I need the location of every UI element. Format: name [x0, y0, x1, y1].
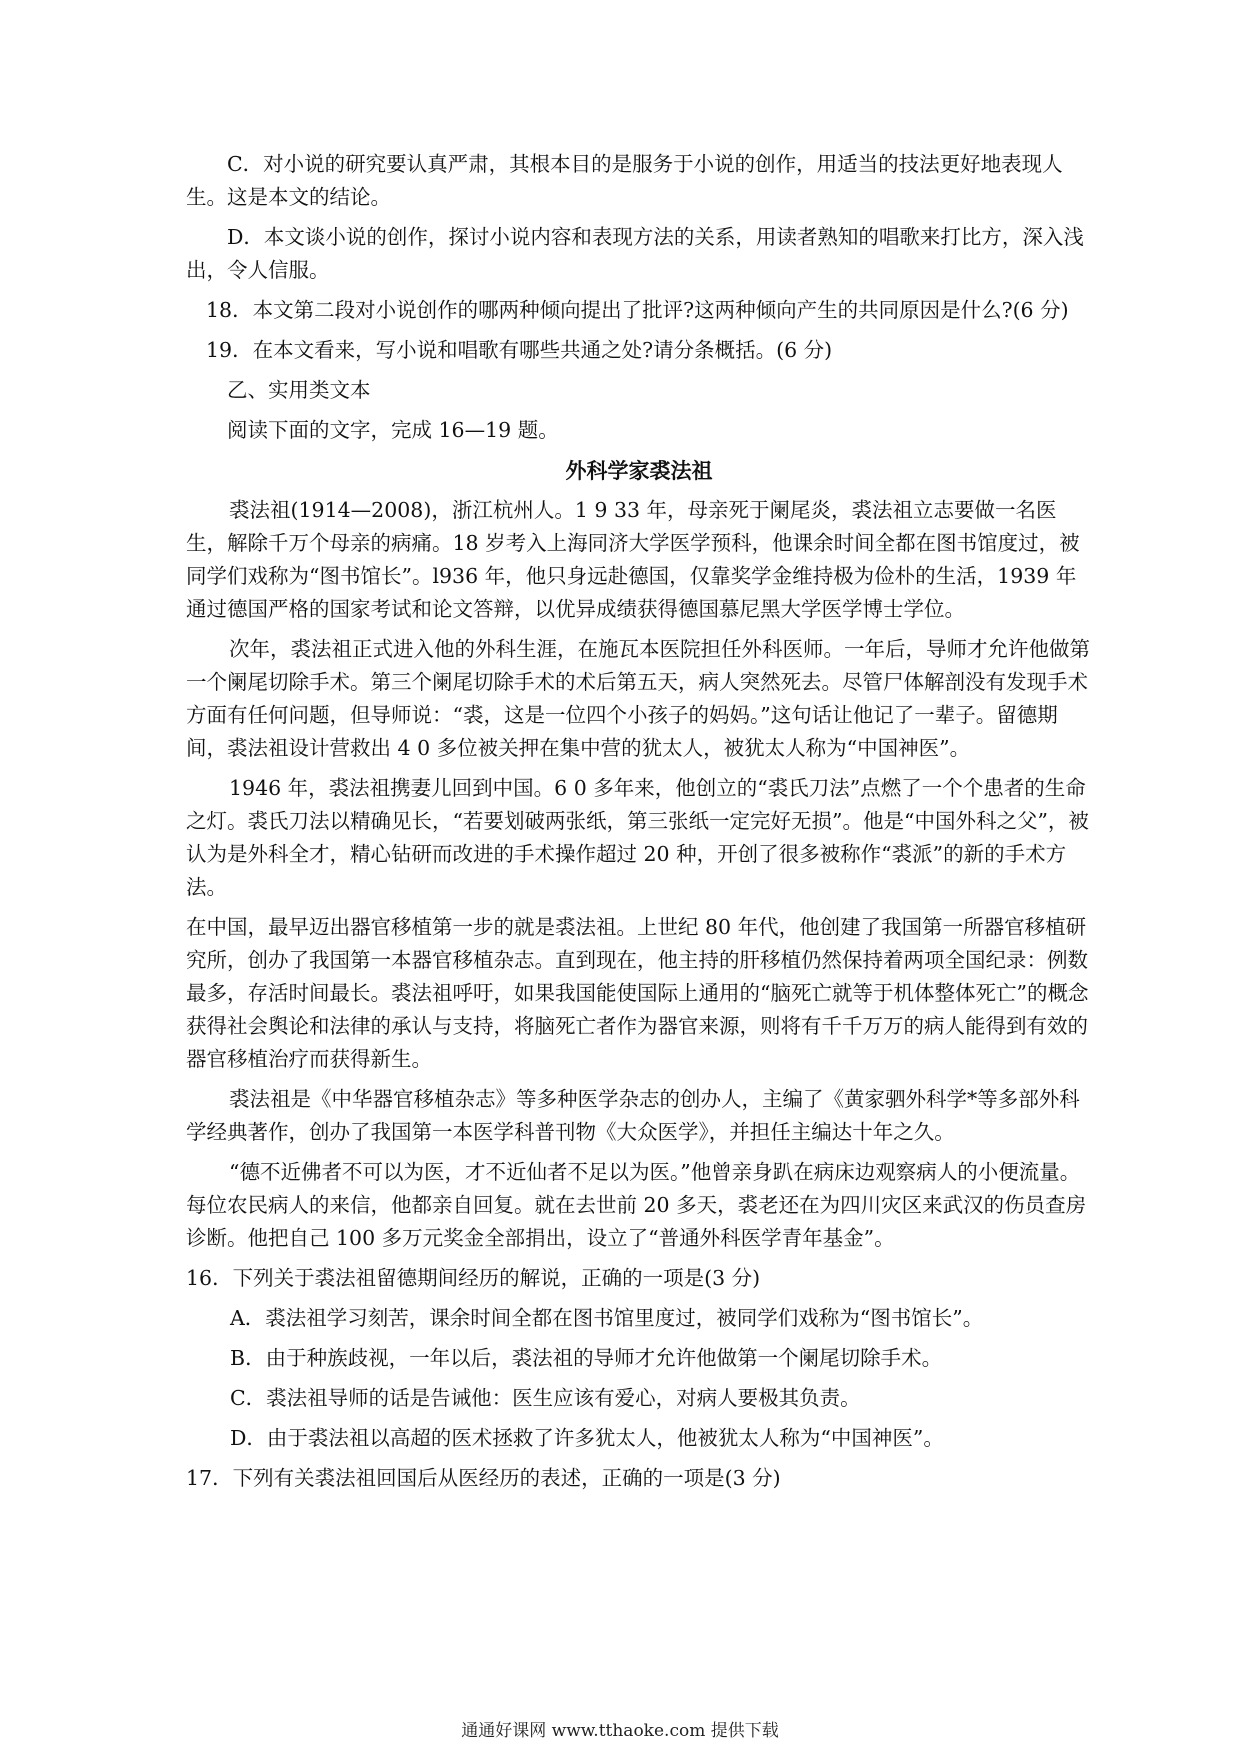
- article-paragraph: 1946 年，裘法祖携妻儿回到中国。6 0 多年来，他创立的“裘氏刀法”点燃了一个个患者的生命之灯。裘氏刀法以精确见长，“若要划破两张纸，第三张纸一定完好无损”。他是“中国外科之父”，被认为是外科全才，精心钻研而改进的手术操作超过 20 种，开创了很多被称作“裘派”的新的手术方法。: [186, 776, 1089, 899]
- article-paragraph: 裘法祖是《中华器官移植杂志》等多种医学杂志的创办人，主编了《黄家驷外科学*等多部外科学经典著作，创办了我国第一本医学科普刊物《大众医学》，并担任主编达十年之久。: [186, 1087, 1080, 1144]
- q16-option-a: A．裘法祖学习刻苦，课余时间全都在图书馆里度过，被同学们戏称为“图书馆长”。: [230, 1306, 984, 1330]
- question-19: 19．在本文看来，写小说和唱歌有哪些共通之处?请分条概括。(6 分): [206, 338, 833, 362]
- q16-option-d: D．由于裘法祖以高超的医术拯救了许多犹太人，他被犹太人称为“中国神医”。: [230, 1426, 944, 1450]
- article-paragraph: 在中国，最早迈出器官移植第一步的就是裘法祖。上世纪 80 年代，他创建了我国第一所器官移植研究所，创办了我国第一本器官移植杂志。直到现在，他主持的肝移植仍然保持着两项全国纪录：例数最多，存活时间最长。裘法祖呼吁，如果我国能使国际上通用的“脑死亡就等于机体整体死亡”的概念获得社会舆论和法律的承认与支持，将脑死亡者作为器官来源，则将有千千万万的病人能得到有效的器官移植治疗而获得新生。: [186, 915, 1089, 1071]
- question-16: 16．下列关于裘法祖留德期间经历的解说，正确的一项是(3 分): [186, 1266, 761, 1290]
- q16-option-b: B．由于种族歧视，一年以后，裘法祖的导师才允许他做第一个阑尾切除手术。: [230, 1346, 943, 1370]
- page-footer: 通通好课网 www.tthaoke.com 提供下载: [461, 1721, 779, 1741]
- question-17: 17．下列有关裘法祖回国后从医经历的表述，正确的一项是(3 分): [186, 1466, 781, 1490]
- option-c-prev: C．对小说的研究要认真严肃，其根本目的是服务于小说的创作，用适当的技法更好地表现人生。这是本文的结论。: [186, 152, 1063, 209]
- article-paragraph: 裘法祖(1914—2008)，浙江杭州人。1 9 33 年，母亲死于阑尾炎，裘法祖立志要做一名医生，解除千万个母亲的病痛。18 岁考入上海同济大学医学预科，他课余时间全都在图书馆度过，被同学们戏称为“图书馆长”。l936 年，他只身远赴德国，仅靠奖学金维持极为俭朴的生活，1939 年通过德国严格的国家考试和论文答辩，以优异成绩获得德国慕尼黑大学医学博士学位。: [186, 498, 1080, 621]
- article-paragraph: 次年，裘法祖正式进入他的外科生涯，在施瓦本医院担任外科医师。一年后，导师才允许他做第一个阑尾切除手术。第三个阑尾切除手术的术后第五天，病人突然死去。尽管尸体解剖没有发现手术方面有任何问题，但导师说：“裘，这是一位四个小孩子的妈妈。”这句话让他记了一辈子。留德期间，裘法祖设计营救出 4 0 多位被关押在集中营的犹太人，被犹太人称为“中国神医”。: [186, 637, 1090, 760]
- question-18: 18．本文第二段对小说创作的哪两种倾向提出了批评?这两种倾向产生的共同原因是什么?(6 分): [206, 298, 1069, 322]
- page-content: [186, 148, 1092, 1502]
- article-paragraph: “德不近佛者不可以为医，才不近仙者不足以为医。”他曾亲身趴在病床边观察病人的小便流量。每位农民病人的来信，他都亲自回复。就在去世前 20 多天，裘老还在为四川灾区来武汉的伤员查房诊断。他把自己 100 多万元奖金全部捐出，设立了“普通外科医学青年基金”。: [186, 1160, 1087, 1250]
- section-heading: 乙、实用类文本: [227, 378, 371, 402]
- option-d-prev: D．本文谈小说的创作，探讨小说内容和表现方法的关系，用读者熟知的唱歌来打比方，深入浅出，令人信服。: [186, 225, 1084, 282]
- article-title: 外科学家裘法祖: [565, 458, 713, 483]
- reading-instruction: 阅读下面的文字，完成 16—19 题。: [227, 418, 559, 442]
- q16-option-c: C．裘法祖导师的话是告诫他：医生应该有爱心，对病人要极其负责。: [230, 1386, 861, 1410]
